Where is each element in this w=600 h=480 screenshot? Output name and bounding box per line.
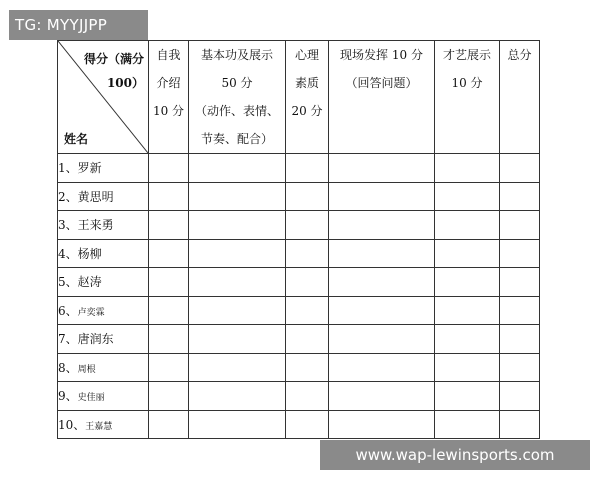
total-cell[interactable]: [500, 353, 540, 382]
score-cell[interactable]: [149, 382, 189, 411]
score-cell[interactable]: [189, 353, 286, 382]
score-cell[interactable]: [286, 296, 329, 325]
table-row: [58, 182, 540, 211]
score-cell[interactable]: [329, 211, 435, 240]
header-self-intro: [149, 41, 189, 154]
score-cell[interactable]: [149, 296, 189, 325]
row-name: 赵涛: [77, 275, 102, 290]
contestant-name: [58, 410, 149, 439]
score-label-line2: 100）: [106, 76, 144, 90]
score-cell[interactable]: [286, 353, 329, 382]
score-cell[interactable]: [329, 268, 435, 297]
table-row: [58, 296, 540, 325]
score-label-line1: 得分（满分: [83, 52, 144, 66]
total-cell[interactable]: [500, 239, 540, 268]
score-cell[interactable]: [329, 182, 435, 211]
score-cell[interactable]: [149, 239, 189, 268]
row-number: 1、: [58, 161, 78, 176]
row-number: 5、: [58, 275, 78, 290]
header-line: 50 分: [221, 76, 253, 90]
header-basic-skills: [189, 41, 286, 154]
row-name: 王嘉慧: [85, 421, 113, 432]
header-line: 基本功及展示: [200, 48, 273, 62]
score-cell[interactable]: [435, 268, 500, 297]
total-cell[interactable]: [500, 382, 540, 411]
watermark-top-left: TG: MYYJJPP: [9, 10, 148, 40]
score-cell[interactable]: [149, 154, 189, 183]
score-cell[interactable]: [435, 211, 500, 240]
row-number: 8、: [58, 360, 78, 375]
score-table: [57, 40, 540, 439]
header-line: 节奏、配合）: [200, 132, 273, 146]
score-cell[interactable]: [149, 325, 189, 354]
score-cell[interactable]: [149, 268, 189, 297]
score-cell[interactable]: [189, 182, 286, 211]
score-cell[interactable]: [435, 154, 500, 183]
contestant-name: [58, 154, 149, 183]
row-number: 9、: [58, 389, 78, 404]
score-cell[interactable]: [189, 325, 286, 354]
name-label: 姓名: [64, 132, 89, 146]
header-psychology: [286, 41, 329, 154]
score-cell[interactable]: [329, 239, 435, 268]
score-cell[interactable]: [189, 211, 286, 240]
total-cell[interactable]: [500, 296, 540, 325]
score-cell[interactable]: [435, 353, 500, 382]
score-cell[interactable]: [435, 410, 500, 439]
header-line: 才艺展示: [442, 48, 491, 62]
score-cell[interactable]: [149, 353, 189, 382]
header-line: 现场发挥 10 分: [340, 48, 423, 62]
header-line: 素质: [294, 76, 319, 90]
total-cell[interactable]: [500, 211, 540, 240]
header-row: [58, 41, 540, 154]
table-row: [58, 239, 540, 268]
header-line: 心理: [294, 48, 319, 62]
score-cell[interactable]: [329, 410, 435, 439]
score-cell[interactable]: [286, 182, 329, 211]
score-cell[interactable]: [189, 268, 286, 297]
header-line: 总分: [507, 48, 532, 62]
score-cell[interactable]: [435, 296, 500, 325]
score-cell[interactable]: [435, 325, 500, 354]
score-cell[interactable]: [286, 211, 329, 240]
row-name: 罗新: [77, 161, 102, 176]
score-cell[interactable]: [329, 296, 435, 325]
row-number: 10、: [58, 417, 86, 432]
contestant-name: [58, 268, 149, 297]
score-cell[interactable]: [286, 268, 329, 297]
contestant-name: [58, 296, 149, 325]
score-cell[interactable]: [189, 239, 286, 268]
header-total: [500, 41, 540, 154]
total-cell[interactable]: [500, 410, 540, 439]
row-number: 6、: [58, 303, 78, 318]
watermark-bottom-right: www.wap-lewinsports.com: [320, 440, 590, 470]
header-line: 20 分: [291, 104, 323, 118]
total-cell[interactable]: [500, 268, 540, 297]
row-number: 7、: [58, 332, 78, 347]
header-line: （动作、表情、: [194, 104, 279, 118]
score-cell[interactable]: [329, 353, 435, 382]
header-line: 10 分: [451, 76, 483, 90]
header-line: 自我: [156, 48, 181, 62]
score-cell[interactable]: [189, 296, 286, 325]
score-cell[interactable]: [286, 410, 329, 439]
contestant-name: [58, 182, 149, 211]
row-name: 唐润东: [77, 332, 114, 347]
table-row: [58, 211, 540, 240]
score-cell[interactable]: [435, 182, 500, 211]
score-cell[interactable]: [189, 154, 286, 183]
table-row: [58, 382, 540, 411]
row-number: 2、: [58, 189, 78, 204]
total-cell[interactable]: [500, 325, 540, 354]
table-row: [58, 325, 540, 354]
score-cell[interactable]: [286, 154, 329, 183]
header-line: 10 分: [152, 104, 185, 118]
row-name: 杨柳: [77, 246, 102, 261]
score-cell[interactable]: [189, 410, 286, 439]
score-label: [84, 47, 144, 95]
table-row: [58, 154, 540, 183]
row-name: 黄思明: [77, 189, 114, 204]
header-line: 介绍: [156, 76, 181, 90]
contestant-name: [58, 325, 149, 354]
header-live-performance: [329, 41, 435, 154]
row-number: 4、: [58, 246, 78, 261]
total-cell[interactable]: [500, 154, 540, 183]
score-cell[interactable]: [286, 382, 329, 411]
score-cell[interactable]: [329, 325, 435, 354]
contestant-name: [58, 211, 149, 240]
total-cell[interactable]: [500, 182, 540, 211]
table-row: [58, 268, 540, 297]
score-cell[interactable]: [286, 239, 329, 268]
diagonal-corner-cell: [58, 41, 149, 154]
score-cell[interactable]: [286, 325, 329, 354]
score-cell[interactable]: [149, 410, 189, 439]
header-talent: [435, 41, 500, 154]
contestant-name: [58, 382, 149, 411]
row-number: 3、: [58, 218, 78, 233]
score-cell[interactable]: [329, 154, 435, 183]
row-name: 王来勇: [77, 218, 114, 233]
score-cell[interactable]: [149, 211, 189, 240]
contestant-name: [58, 353, 149, 382]
table-row: [58, 353, 540, 382]
header-line: （回答问题）: [345, 76, 418, 90]
row-name: 卢奕霖: [77, 307, 105, 318]
contestant-name: [58, 239, 149, 268]
row-name: 周根: [77, 364, 96, 375]
table-row: [58, 410, 540, 439]
score-cell[interactable]: [149, 182, 189, 211]
score-cell[interactable]: [435, 382, 500, 411]
score-cell[interactable]: [189, 382, 286, 411]
score-cell[interactable]: [329, 382, 435, 411]
row-name: 史佳丽: [77, 393, 105, 404]
score-cell[interactable]: [435, 239, 500, 268]
